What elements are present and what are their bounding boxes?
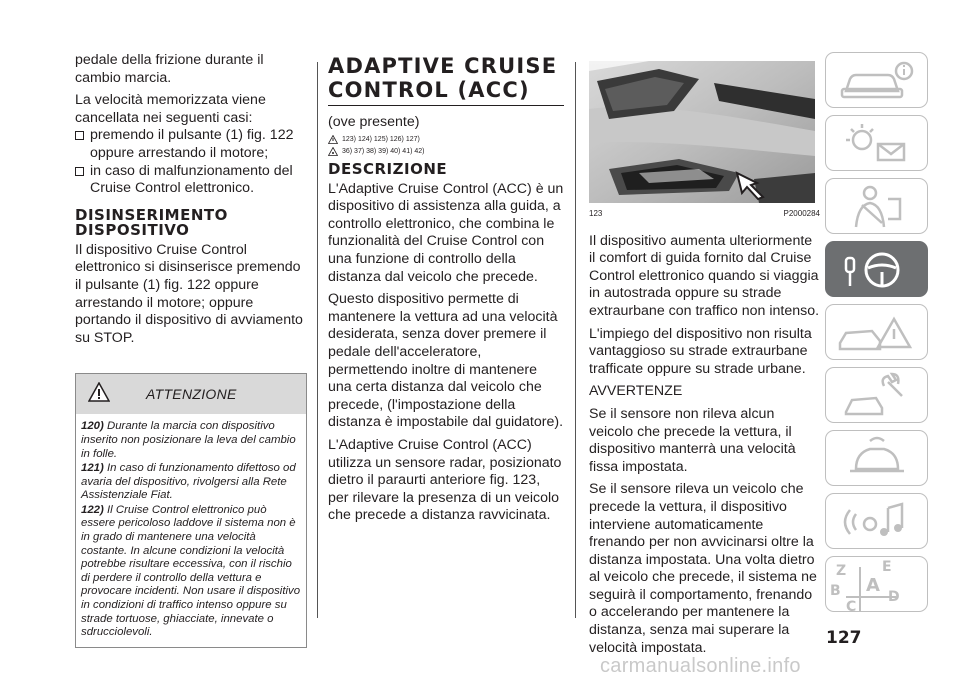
column-right xyxy=(589,61,820,662)
references-text: 36) 37) 38) 39) 40) 41) 42) xyxy=(342,147,425,155)
warning-header xyxy=(76,374,306,414)
figure-code: P2000284 xyxy=(783,209,820,218)
column-divider xyxy=(317,62,318,618)
index-letter: E xyxy=(882,559,892,575)
breakdown-icon xyxy=(826,305,929,361)
warning-item-text: Durante la marcia con dispositivo inserito non posizionare la leva del cambio in folle. xyxy=(81,420,296,460)
paragraph: Il dispositivo aumenta ulteriormente il comfort di guida fornito dal Cruise Control elettronico quando si viaggia in autostrada oppure su strade extraurbane con traffico non intenso. xyxy=(589,232,820,319)
index-letter: C xyxy=(846,599,857,613)
tab-emergency[interactable] xyxy=(825,304,928,360)
paragraph: La velocità memorizzata viene cancellata nei seguenti casi: xyxy=(75,92,266,126)
availability-note: (ove presente) xyxy=(328,114,420,130)
note-triangle-icon xyxy=(328,147,338,156)
multimedia-icon xyxy=(826,494,929,550)
warning-item-number: 121) xyxy=(81,462,104,475)
page-number: 127 xyxy=(826,628,862,648)
list-item-text: premendo il pulsante (1) fig. 122 oppure arrestando il motore; xyxy=(90,127,294,161)
warning-item xyxy=(81,420,301,461)
column-left xyxy=(75,52,307,648)
warning-triangle-icon xyxy=(328,135,338,144)
paragraph: L'impiego del dispositivo non risulta vantaggioso su strade extraurbane trafficate oppure su strade urbane. xyxy=(589,325,812,377)
paragraph: L'Adaptive Cruise Control (ACC) è un dispositivo di assistenza alla guida, a controllo elettronico, che combina le funzionalità del Cruise Control con una funzione di controllo della distanza dal veicolo che precede. xyxy=(328,180,564,285)
figure-caption xyxy=(589,205,820,223)
references-text: 123) 124) 125) 126) 127) xyxy=(342,135,420,143)
index-letter: Z xyxy=(836,563,847,579)
paragraph: pedale della frizione durante il cambio marcia. xyxy=(75,52,264,86)
warning-title: ATTENZIONE xyxy=(146,385,237,402)
figure-number: 123 xyxy=(589,209,603,218)
list-item xyxy=(75,127,307,162)
tab-safety[interactable] xyxy=(825,178,928,234)
title-underline xyxy=(328,105,564,106)
chapter-tabs xyxy=(825,52,928,619)
tab-starting-driving[interactable] xyxy=(825,241,928,297)
car-front-bumper-illustration xyxy=(589,61,815,203)
section-heading: DISINSERIMENTO DISPOSITIVO xyxy=(75,205,228,239)
tab-index[interactable] xyxy=(825,556,928,612)
list-item xyxy=(75,163,307,198)
square-bullet-icon xyxy=(75,167,84,176)
warning-box xyxy=(75,373,307,648)
paragraph: Se il sensore non rileva alcun veicolo che precede la vettura, il dispositivo manterrà una velocità fissa impostata. xyxy=(589,405,796,475)
square-bullet-icon xyxy=(75,131,84,140)
warning-item-number: 120) xyxy=(81,420,104,433)
car-info-icon xyxy=(826,53,929,109)
warning-item xyxy=(81,462,301,503)
tab-maintenance[interactable] xyxy=(825,367,928,423)
column-divider xyxy=(575,62,576,618)
paragraph: Se il sensore rileva un veicolo che precede la vettura, il dispositivo interviene automaticamente frenando per non avvicinarsi oltre la distanza impostata. Una volta dietro al veicolo che precede, il sistema ne seguirà il comportamento, frenando o accelerando per mantenere la distanza, senza mai superare la velocità impostata. xyxy=(589,481,817,656)
index-letter: A xyxy=(866,575,880,596)
maintenance-icon xyxy=(826,368,929,424)
tab-technical-data[interactable] xyxy=(825,430,928,486)
technical-data-icon xyxy=(826,431,929,487)
safety-seatbelt-icon xyxy=(826,179,929,235)
warning-item-text: Il Cruise Control elettronico può essere pericoloso laddove il sistema non è in grado di mantenere una velocità costante. In alcune condizioni la velocità potrebbe risultare eccessiva, con il rischio di perdere il controllo della vettura e provocare incidenti. Non usare il dispositivo in condizioni di traffico intenso oppure su strade tortuose, ghiacciate, innevate o sdrucciolevoli. xyxy=(81,503,301,639)
watermark: carmanualsonline.info xyxy=(600,655,801,677)
paragraph: L'Adaptive Cruise Control (ACC) utilizza un sensore radar, posizionato dietro il paraurti anteriore fig. 123, per rilevare la presenza di un veicolo che precede a distanza ravvicinata. xyxy=(328,436,562,524)
column-middle xyxy=(328,52,564,530)
warning-lights-icon xyxy=(826,116,929,172)
warning-item-number: 122) xyxy=(81,503,104,516)
subheading: AVVERTENZE xyxy=(589,383,683,400)
warning-references xyxy=(328,135,564,144)
paragraph: Il dispositivo Cruise Control elettronico si disinserisce premendo il pulsante (1) fig. 122 oppure arrestando il motore; oppure portando il dispositivo di avviamento su STOP. xyxy=(75,241,303,346)
section-heading: DESCRIZIONE xyxy=(328,159,448,178)
paragraph: Questo dispositivo permette di mantenere la vettura ad una velocità desiderata, senza dover premere il pedale dell'acceleratore, permettendo inoltre di mantenere una certa distanza dal veicolo che precede, (l'impostazione della distanza è impostabile dal guidatore). xyxy=(328,291,564,431)
page-title: ADAPTIVE CRUISE CONTROL (ACC) xyxy=(328,54,558,102)
key-steering-wheel-icon xyxy=(826,242,929,298)
index-letter: D xyxy=(888,589,900,605)
warning-triangle-icon xyxy=(88,382,110,408)
tab-warning-lights[interactable] xyxy=(825,115,928,171)
figure-image xyxy=(589,61,815,203)
warning-item xyxy=(81,504,301,640)
tab-car-info[interactable] xyxy=(825,52,928,108)
warning-item-text: In caso di funzionamento difettoso od avaria del dispositivo, rivolgersi alla Rete Assistenziale Fiat. xyxy=(81,462,296,502)
warning-body xyxy=(76,414,306,647)
tab-multimedia[interactable] xyxy=(825,493,928,549)
list-item-text: in caso di malfunzionamento del Cruise Control elettronico. xyxy=(90,162,293,197)
index-letter: B xyxy=(830,583,841,599)
index-icon xyxy=(826,557,929,613)
note-references xyxy=(328,147,564,156)
